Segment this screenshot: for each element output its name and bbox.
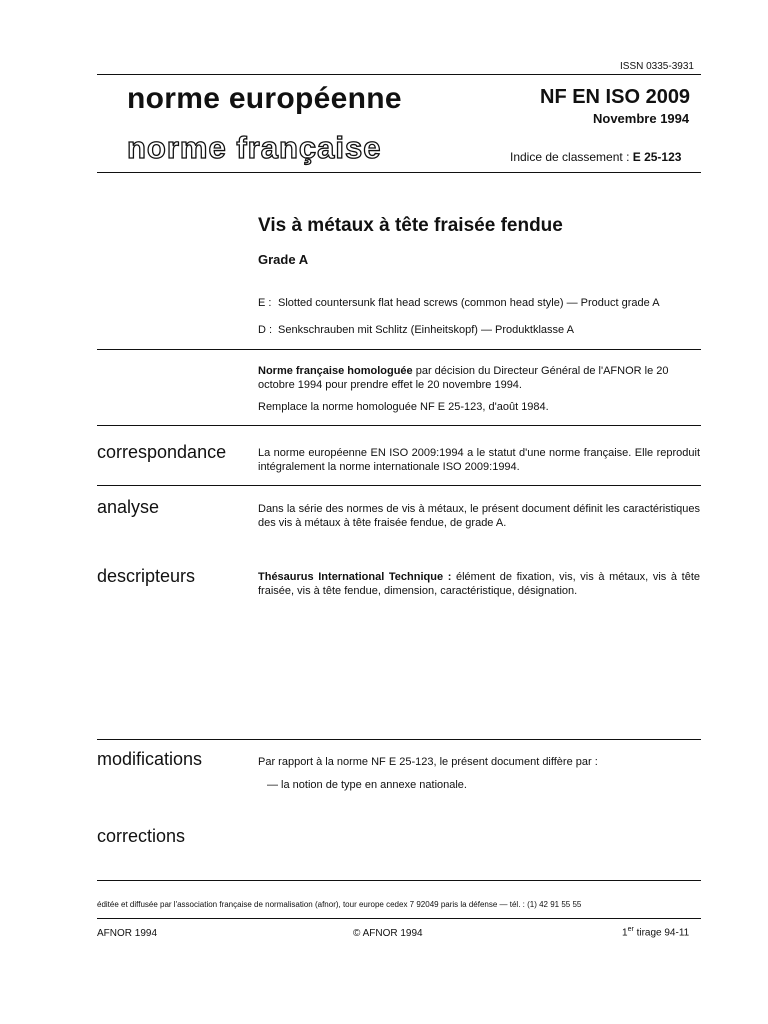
- correspondance-text: La norme européenne EN ISO 2009:1994 a le statut d'une norme française. Elle reproduit intégralement la norme internationale ISO 2009:1994.: [258, 447, 700, 473]
- translation-english: [258, 297, 698, 310]
- print-run-number: 1: [622, 927, 628, 939]
- section-rule: [97, 485, 701, 486]
- homologation-rest: par décision du Directeur Général de l'AFNOR le 20 octobre 1994 pour prendre effet le 20 novembre 1994.: [258, 365, 669, 391]
- translation-code: D :: [258, 324, 273, 336]
- modifications-label: modifications: [97, 749, 203, 769]
- descripteurs-bold: Thésaurus International Technique :: [258, 571, 452, 583]
- print-run-text: tirage 94-11: [633, 927, 690, 939]
- corrections-label: corrections: [97, 826, 186, 846]
- document-title: Vis à métaux à tête fraisée fendue: [258, 215, 563, 236]
- norme-francaise-heading: norme française: [127, 130, 382, 165]
- modifications-item: — la notion de type en annexe nationale.: [267, 779, 467, 791]
- analyse-label: analyse: [97, 497, 160, 517]
- classification-index: [510, 150, 681, 164]
- document-grade: Grade A: [258, 252, 309, 267]
- analyse-text: Dans la série des normes de vis à métaux, le présent document définit les caractéristiques des vis à métaux à tête fraisée fendue, de grade A.: [258, 503, 700, 529]
- section-rule: [97, 349, 701, 350]
- norme-europeenne-heading: norme européenne: [127, 82, 402, 115]
- homologation-text: [258, 364, 703, 392]
- header-bottom-rule: [97, 172, 701, 173]
- translation-text: Slotted countersunk flat head screws (common head style) — Product grade A: [278, 297, 660, 309]
- print-run-superscript: er: [627, 926, 634, 933]
- footer-rule: [97, 880, 701, 881]
- modifications-text: Par rapport à la norme NF E 25-123, le présent document diffère par :: [258, 756, 598, 768]
- translation-code: E :: [258, 297, 272, 309]
- publisher-line: éditée et diffusée par l'association française de normalisation (afnor), tour europe cedex 7 92049 paris la défense — tél. : (1) 42 91 55 55: [97, 900, 582, 909]
- descripteurs-label: descripteurs: [97, 566, 196, 586]
- descripteurs-list: élément de fixation, vis, vis à métaux, vis à tête fraisée, vis à tête fendue, dimension, caractéristique, désignation.: [258, 571, 700, 597]
- footer-print-run: [622, 926, 689, 938]
- footer-bottom-rule: [97, 918, 701, 919]
- homologation-bold: Norme française homologuée: [258, 365, 413, 377]
- replaces-text: Remplace la norme homologuée NF E 25-123, d'août 1984.: [258, 401, 549, 413]
- footer-left: AFNOR 1994: [97, 928, 158, 939]
- translation-german: [258, 324, 698, 337]
- top-rule: [97, 74, 701, 75]
- footer-copyright: © AFNOR 1994: [353, 928, 423, 939]
- issn-number: ISSN 0335-3931: [620, 61, 694, 72]
- section-rule: [97, 739, 701, 740]
- classification-index-label: Indice de classement :: [510, 150, 630, 164]
- section-rule: [97, 425, 701, 426]
- publication-date: Novembre 1994: [593, 111, 690, 126]
- translation-text: Senkschrauben mit Schlitz (Einheitskopf) — Produktklasse A: [278, 324, 574, 336]
- standard-reference: NF EN ISO 2009: [540, 86, 691, 108]
- correspondance-label: correspondance: [97, 442, 227, 462]
- classification-index-value: E 25-123: [632, 150, 682, 164]
- descripteurs-text: [258, 570, 700, 598]
